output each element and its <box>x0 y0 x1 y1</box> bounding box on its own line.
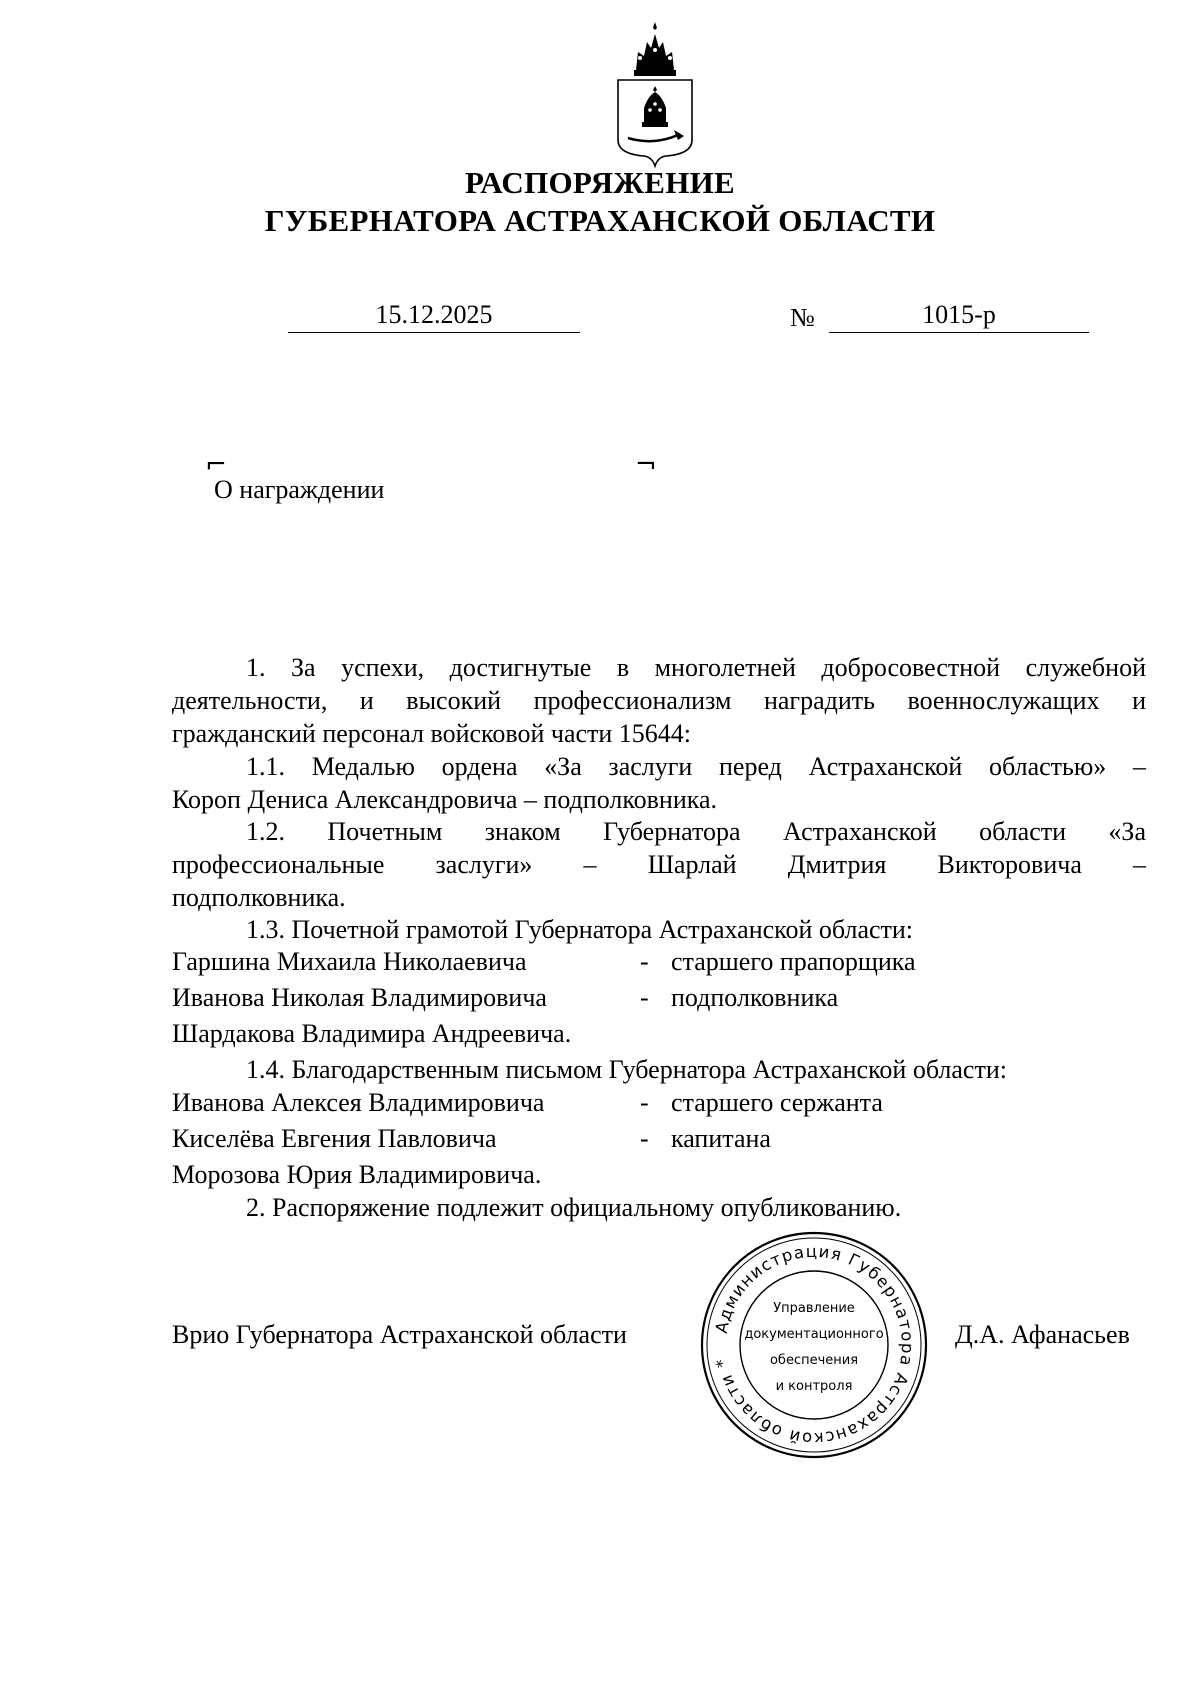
awardee-name: Иванова Николая Владимировича <box>172 983 547 1012</box>
paragraph-1-2-line-3: подполковника. <box>172 883 346 912</box>
paragraph-1-4-heading: 1.4. Благодарственным письмом Губернатора Астраханской области: <box>246 1055 1007 1084</box>
awardee-name: Шардакова Владимира Андреевича. <box>172 1019 572 1048</box>
paragraph-1-line-3: гражданский персонал войсковой части 15644: <box>172 719 692 748</box>
official-round-seal-icon <box>699 1230 929 1460</box>
paragraph-1-line-2: деятельности, и высокий профессионализм наградить военнослужащих и <box>172 686 1146 715</box>
awardee-rank: старшего сержанта <box>671 1088 883 1117</box>
awardee-name: Морозова Юрия Владимировича. <box>172 1160 542 1189</box>
awardee-name: Гаршина Михаила Николаевича <box>172 947 527 976</box>
document-type-title: РАСПОРЯЖЕНИЕ <box>464 165 736 200</box>
issuer-title: ГУБЕРНАТОРА АСТРАХАНСКОЙ ОБЛАСТИ <box>264 203 936 238</box>
paragraph-1-3-heading: 1.3. Почетной грамотой Губернатора Астраханской области: <box>246 915 914 944</box>
paragraph-1-1-line-2: Короп Дениса Александровича – подполковника. <box>172 785 718 814</box>
paragraph-1-1-line-1: 1.1. Медалью ордена «За заслуги перед Астраханской областью» – <box>246 752 1146 781</box>
subject-corner-right: ¬ <box>635 450 657 480</box>
awardee-dash: - <box>640 947 649 976</box>
seal-center-line: Управление <box>773 1301 855 1316</box>
seal-center-line: документационного <box>744 1327 884 1342</box>
awardee-name: Иванова Алексея Владимировича <box>172 1088 545 1117</box>
awardee-dash: - <box>640 1088 649 1117</box>
document-date: 15.12.2025 <box>288 300 580 333</box>
paragraph-1-line-1: 1. За успехи, достигнутые в многолетней добросовестной служебной <box>246 653 1146 682</box>
seal-ring-text: Администрация Губернатора Астраханской области * <box>711 1241 918 1449</box>
astrakhan-coat-of-arms-icon <box>614 20 696 170</box>
awardee-dash: - <box>640 983 649 1012</box>
signature-name: Д.А. Афанасьев <box>955 1320 1130 1349</box>
awardee-name: Киселёва Евгения Павловича <box>172 1124 497 1153</box>
subject-corner-left: ⌐ <box>205 450 227 480</box>
paragraph-2: 2. Распоряжение подлежит официальному опубликованию. <box>246 1193 902 1222</box>
subject-text: О награждении <box>214 475 385 504</box>
seal-center-line: обеспечения <box>769 1353 859 1368</box>
awardee-rank: подполковника <box>671 983 839 1012</box>
seal-center-line: и контроля <box>775 1379 853 1394</box>
document-number: 1015-р <box>829 300 1089 333</box>
awardee-rank: капитана <box>671 1124 771 1153</box>
paragraph-1-2-line-2: профессиональные заслуги» – Шарлай Дмитрия Викторовича – <box>172 850 1146 879</box>
awardee-rank: старшего прапорщика <box>671 947 916 976</box>
signature-position: Врио Губернатора Астраханской области <box>172 1320 627 1349</box>
paragraph-1-2-line-1: 1.2. Почетным знаком Губернатора Астраханской области «За <box>246 817 1146 846</box>
number-sign: № <box>790 303 815 332</box>
awardee-dash: - <box>640 1124 649 1153</box>
